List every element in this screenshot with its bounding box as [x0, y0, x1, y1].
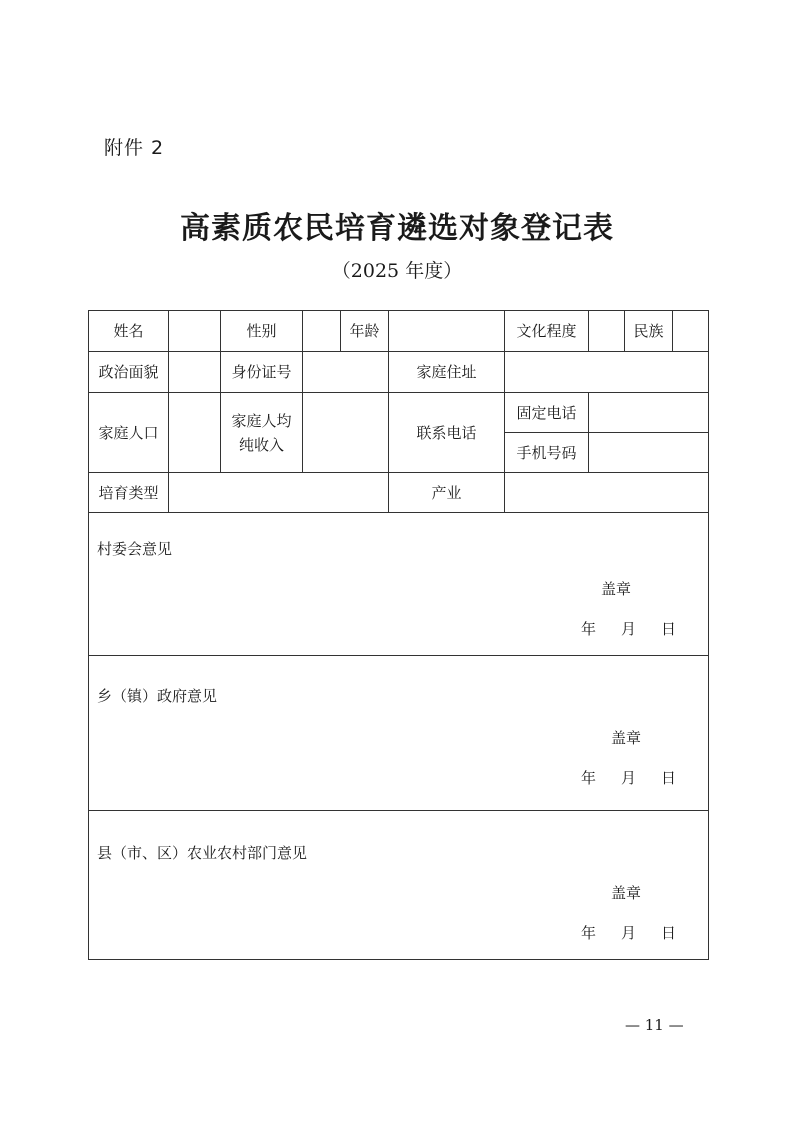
day-label: 日 [661, 620, 677, 638]
township-government-opinion[interactable] [89, 656, 709, 811]
opinion-title: 村委会意见 [97, 540, 173, 558]
day-label: 日 [661, 769, 677, 787]
month-label: 月 [621, 620, 637, 638]
political-status-field[interactable] [169, 352, 221, 393]
village-committee-opinion[interactable] [89, 513, 709, 656]
date-line [581, 617, 701, 641]
page-number: — 11 — [625, 1016, 684, 1034]
attachment-label: 附件 2 [104, 137, 165, 159]
year-label: 年 [581, 620, 597, 638]
gender-label: 性别 [221, 311, 303, 352]
education-field[interactable] [589, 311, 625, 352]
seal-label: 盖章 [611, 884, 642, 902]
education-label: 文化程度 [505, 311, 589, 352]
ethnicity-field[interactable] [673, 311, 709, 352]
id-number-field[interactable] [303, 352, 389, 393]
opinion-title: 县（市、区）农业农村部门意见 [97, 844, 308, 862]
address-label: 家庭住址 [389, 352, 505, 393]
family-size-field[interactable] [169, 393, 221, 473]
age-field[interactable] [389, 311, 505, 352]
id-number-label: 身份证号 [221, 352, 303, 393]
training-type-field[interactable] [169, 473, 389, 513]
seal-label: 盖章 [611, 729, 642, 747]
income-label-line1: 家庭人均 [231, 411, 292, 430]
landline-label: 固定电话 [505, 393, 589, 433]
mobile-field[interactable] [589, 433, 709, 473]
form-title: 高素质农民培育遴选对象登记表 [180, 211, 614, 246]
date-line [581, 766, 701, 790]
year-label: 年 [581, 924, 597, 942]
opinion-title: 乡（镇）政府意见 [97, 687, 218, 705]
mobile-label: 手机号码 [505, 433, 589, 473]
name-field[interactable] [169, 311, 221, 352]
family-size-label: 家庭人口 [89, 393, 169, 473]
age-label: 年龄 [341, 311, 389, 352]
ethnicity-label: 民族 [625, 311, 673, 352]
contact-phone-label: 联系电话 [389, 393, 505, 473]
gender-field[interactable] [303, 311, 341, 352]
registration-form [88, 310, 709, 960]
landline-field[interactable] [589, 393, 709, 433]
training-type-label: 培育类型 [89, 473, 169, 513]
month-label: 月 [621, 924, 637, 942]
county-agriculture-department-opinion[interactable] [89, 811, 709, 960]
name-label: 姓名 [89, 311, 169, 352]
income-label [221, 393, 303, 473]
income-label-line2: 纯收入 [238, 435, 284, 454]
political-status-label: 政治面貌 [89, 352, 169, 393]
income-field[interactable] [303, 393, 389, 473]
industry-field[interactable] [505, 473, 709, 513]
day-label: 日 [661, 924, 677, 942]
year-label: 年 [581, 769, 597, 787]
month-label: 月 [621, 769, 637, 787]
date-line [581, 921, 701, 945]
industry-label: 产业 [389, 473, 505, 513]
year-note: （2025 年度） [331, 260, 463, 282]
seal-label: 盖章 [601, 580, 632, 598]
address-field[interactable] [505, 352, 709, 393]
